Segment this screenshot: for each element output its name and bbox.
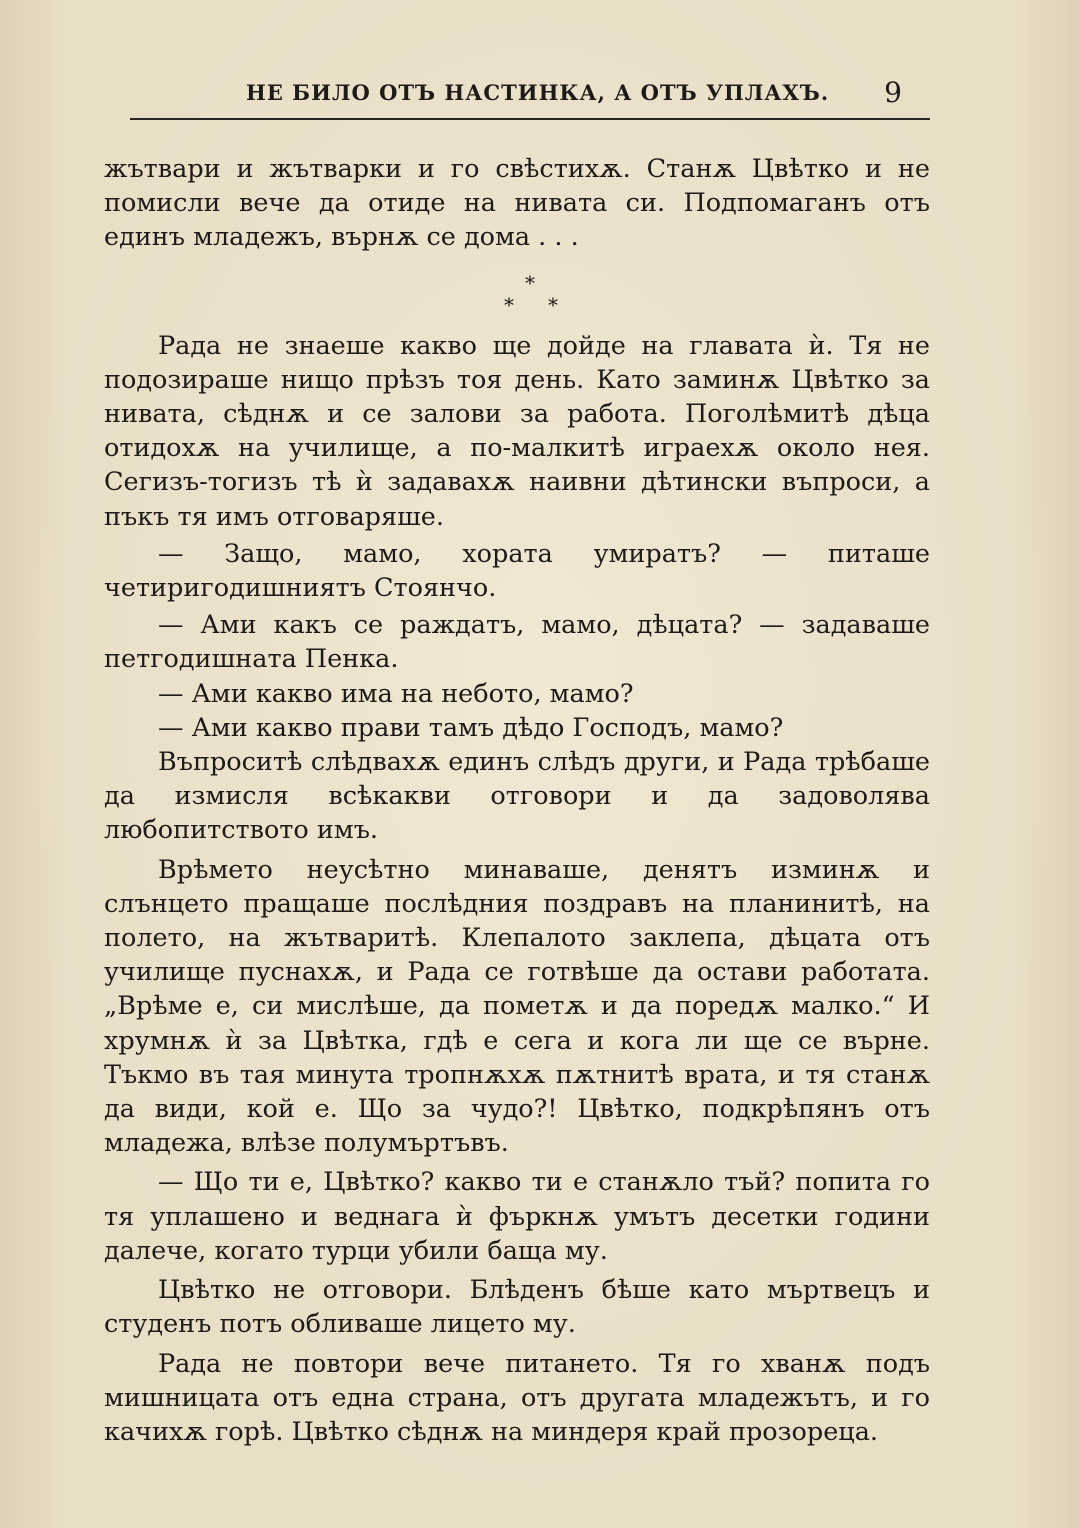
asterism [104,261,930,323]
body-text [104,152,930,1449]
dialogue-line: — Ами какво има на небото, мамо? [158,678,634,709]
dialogue-line: — Ами какъ се раждатъ, мамо, дѣцата? — задаваше петгодишната Пенка. [104,610,930,675]
paragraph: Врѣмето неусѣтно минаваше, денятъ изминѫ и слънцето пращаше послѣдния поздравъ на планинитѣ, на полето, на жътваритѣ. Клепалото заклепа, дѣцата отъ училище пуснахѫ, и Рада се готвѣше да остави работата. „Врѣме е, си мислѣше, да пометѫ и да поредѫ малко.“ И хрумнѫ ѝ за Цвѣтка, гдѣ е сега и кога ли ще се върне. Тъкмо въ тая минута тропнѫхѫ пѫтнитѣ врата, и тя станѫ да види, кой е. Що за чудо?! Цвѣтко, подкрѣпянъ отъ младежа, влѣзе полумъртъвъ. [104,854,930,1159]
running-title: НЕ БИЛО ОТЪ НАСТИНКА, А ОТЪ УПЛАХЪ. [246,80,830,105]
paragraph: Рада не повтори вече питането. Тя го хванѫ подъ мишницата отъ една страна, отъ другата младежътъ, и го качихѫ горѣ. Цвѣтко сѣднѫ на миндеря край прозореца. [104,1348,930,1447]
asterisk-top: * [525,270,535,295]
asterisk-left: * [504,292,514,317]
paragraph: Въпроситѣ слѣдвахѫ единъ слѣдъ други, и Рада трѣбаше да измисля всѣкакви отговори и да задоволява любопитството имъ. [104,747,930,846]
paragraph-continuation: жътвари и жътварки и го свѣстихѫ. Станѫ Цвѣтко и не помисли вече да отиде на нивата си. Подпомаганъ отъ единъ младежъ, върнѫ се дома . . . [104,154,930,253]
paragraph: Цвѣтко не отговори. Блѣденъ бѣше като мъртвецъ и студенъ потъ обливаше лицето му. [104,1275,930,1340]
paragraph: Рада не знаеше какво ще дойде на главата ѝ. Тя не подозираше нищо прѣзъ тоя день. Като заминѫ Цвѣтко за нивата, сѣднѫ и се залови за работа. Поголѣмитѣ дѣца отидохѫ на училище, а по-малкитѣ играехѫ около нея. Сегизъ-тогизъ тѣ ѝ задавахѫ наивни дѣтински въпроси, а пъкъ тя имъ отговаряше. [104,330,930,532]
dialogue-line: — Ами какво прави тамъ дѣдо Господъ, мамо? [158,712,784,743]
dialogue-line: — Защо, мамо, хората умиратъ? — питаше четиригодишниятъ Стоянчо. [104,538,930,604]
page-header [130,76,930,116]
header-rule [130,118,930,120]
asterisk-right: * [548,292,558,317]
dialogue-line: — Що ти е, Цвѣтко? какво ти е станѫло тъй? попита го тя уплашено и веднага ѝ фъркнѫ умътъ десетки години далече, когато турци убили баща му. [104,1167,930,1266]
page-number: 9 [884,76,902,109]
